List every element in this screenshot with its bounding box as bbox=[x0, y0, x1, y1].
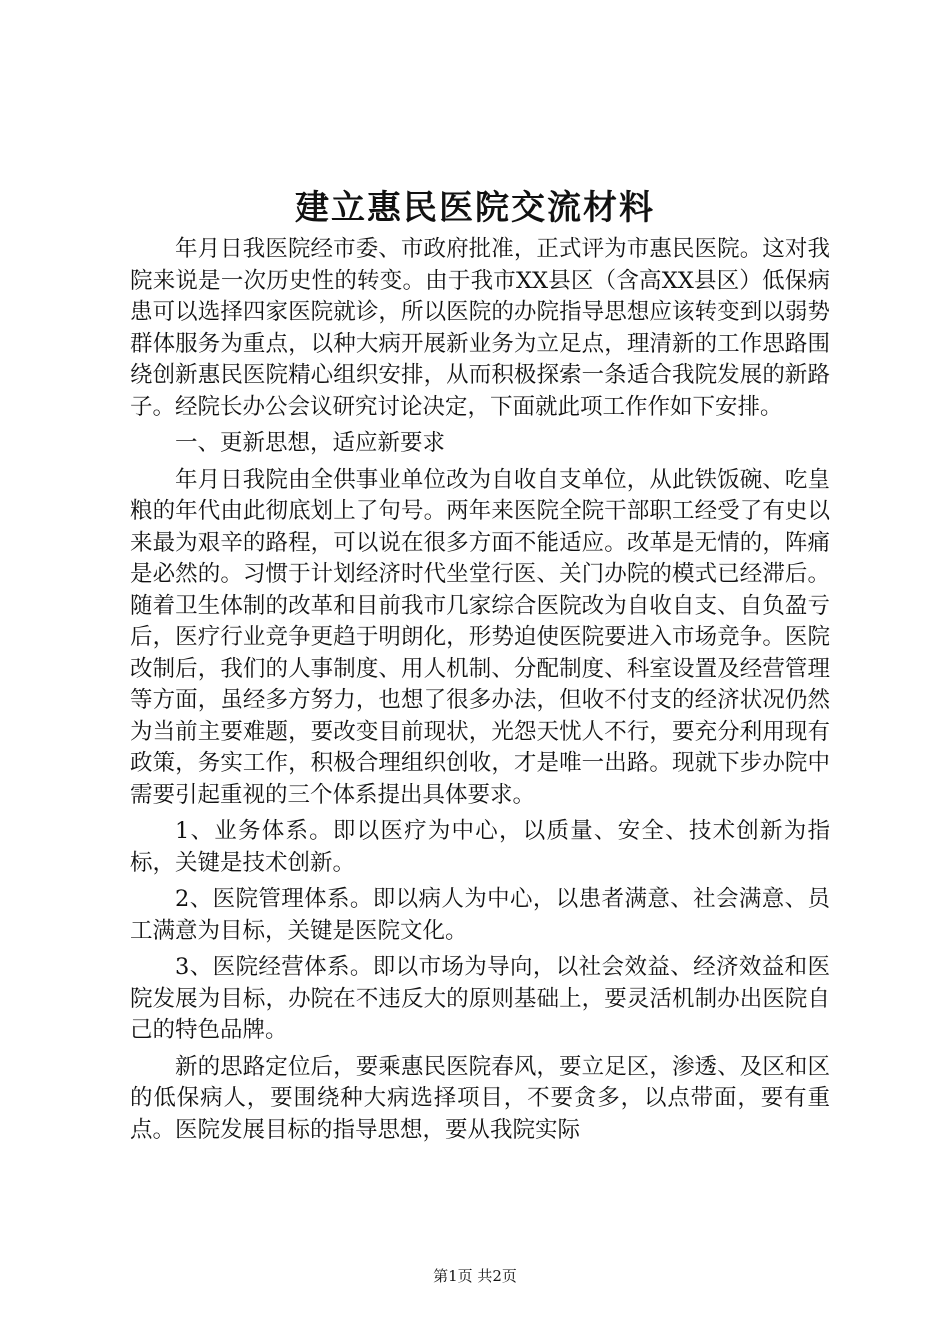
section-heading-1: 一、更新思想，适应新要求 bbox=[175, 430, 446, 456]
paragraph-new-approach: 新的思路定位后，要乘惠民医院春风，要立足区，渗透、及区和区的低保病人，要围绕种大病选择项目，不要贪多，以点带面，要有重点。医院发展目标的指导思想，要从我院实际 bbox=[130, 1053, 830, 1143]
document-body bbox=[130, 234, 830, 1151]
page-total: 共2页 bbox=[477, 1267, 517, 1285]
page-number: 第1页 bbox=[433, 1267, 473, 1285]
list-item-operation-system: 3、医院经营体系。即以市场为导向，以社会效益、经济效益和医院发展为目标，办院在不违反大的原则基础上，要灵活机制办出医院自己的特色品牌。 bbox=[130, 954, 830, 1043]
paragraph-intro: 年月日我医院经市委、市政府批准，正式评为市惠民医院。这对我院来说是一次历史性的转变。由于我市XX县区（含高XX县区）低保病患可以选择四家医院就诊，所以医院的办院指导思想应该转变到以弱势群体服务为重点，以种大病开展新业务为立足点，理清新的工作思路围绕创新惠民医院精心组织安排，从而积极探索一条适合我院发展的新路子。经院长办公会议研究讨论决定，下面就此项工作作如下安排。 bbox=[130, 236, 830, 420]
page-footer bbox=[0, 1266, 950, 1286]
document-title: 建立惠民医院交流材料 bbox=[295, 188, 655, 228]
list-item-management-system: 2、医院管理体系。即以病人为中心，以患者满意、社会满意、员工满意为目标，关键是医院文化。 bbox=[130, 886, 830, 944]
paragraph-reform: 年月日我院由全供事业单位改为自收自支单位，从此铁饭碗、吃皇粮的年代由此彻底划上了句号。两年来医院全院干部职工经受了有史以来最为艰辛的路程，可以说在很多方面不能适应。改革是无情的，阵痛是必然的。习惯于计划经济时代坐堂行医、关门办院的模式已经滞后。随着卫生体制的改革和目前我市几家综合医院改为自收自支、自负盈亏后，医疗行业竞争更趋于明朗化，形势迫使医院要进入市场竞争。医院改制后，我们的人事制度、用人机制、分配制度、科室设置及经营管理等方面，虽经多方努力，也想了很多办法，但收不付支的经济状况仍然为当前主要难题，要改变目前现状，光怨天忧人不行，要充分利用现有政策，务实工作，积极合理组织创收，才是唯一出路。现就下步办院中需要引起重视的三个体系提出具体要求。 bbox=[130, 466, 830, 808]
list-item-business-system: 1、业务体系。即以医疗为中心，以质量、安全、技术创新为指标，关键是技术创新。 bbox=[130, 818, 830, 876]
